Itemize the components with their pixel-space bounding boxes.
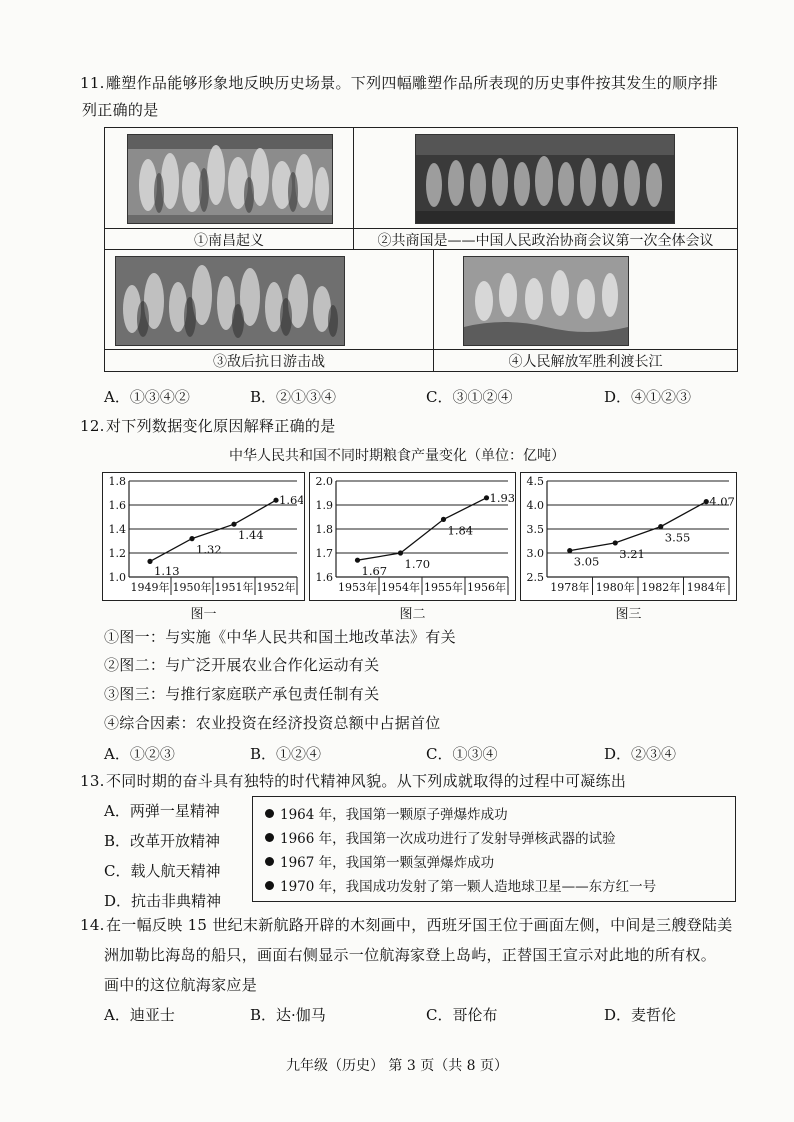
relief-image-guerrilla-warfare bbox=[115, 256, 345, 346]
achievement-text: 1967 年，我国第一颗氢弹爆炸成功 bbox=[280, 855, 495, 871]
x-tick-label: 1984年 bbox=[686, 581, 726, 594]
bullet-icon bbox=[265, 857, 274, 866]
data-label: 1.44 bbox=[238, 528, 264, 543]
data-point bbox=[658, 524, 663, 529]
data-point bbox=[189, 536, 194, 541]
achievement-item bbox=[265, 803, 508, 823]
caption-guerrilla-warfare: ③敌后抗日游击战 bbox=[213, 354, 325, 370]
y-tick-label: 1.4 bbox=[108, 523, 126, 536]
option-a[interactable]: A．两弹一星精神 bbox=[104, 802, 220, 820]
data-point bbox=[355, 558, 360, 563]
x-tick-label: 1950年 bbox=[172, 581, 212, 594]
achievement-item bbox=[265, 827, 616, 847]
data-label: 4.07 bbox=[709, 494, 735, 509]
data-label: 1.70 bbox=[404, 557, 431, 571]
option-b[interactable]: B．达·伽马 bbox=[250, 1006, 326, 1024]
y-tick-label: 1.9 bbox=[315, 499, 333, 512]
data-label: 1.84 bbox=[447, 523, 474, 538]
achievement-item bbox=[265, 851, 494, 871]
data-point bbox=[484, 495, 489, 500]
y-tick-label: 4.5 bbox=[526, 475, 544, 488]
option-d[interactable]: D．麦哲伦 bbox=[604, 1006, 677, 1024]
chart-1-plot bbox=[103, 473, 303, 599]
data-label: 1.64 bbox=[279, 493, 303, 508]
option-d[interactable]: D．②③④ bbox=[604, 745, 677, 763]
question-stem: 不同时期的奋斗具有独特的时代精神风貌。从下列成就取得的过程中可凝练出 bbox=[106, 772, 627, 790]
option-b[interactable]: B．②①③④ bbox=[250, 388, 337, 406]
y-tick-label: 3.5 bbox=[526, 523, 544, 536]
statement-4: ④综合因素：农业投资在经济投资总额中占据首位 bbox=[104, 714, 441, 732]
relief-image-nanchang-uprising bbox=[127, 134, 333, 224]
data-label: 3.55 bbox=[664, 530, 691, 545]
chart-2-plot bbox=[310, 473, 514, 599]
grid-divider bbox=[105, 228, 737, 229]
option-c[interactable]: C．哥伦布 bbox=[426, 1006, 498, 1024]
caption-crossing-yangtze: ④人民解放军胜利渡长江 bbox=[508, 354, 663, 370]
option-b[interactable]: B．①②④ bbox=[250, 745, 322, 763]
question-stem-continued: 列正确的是 bbox=[82, 101, 159, 119]
data-label: 1.67 bbox=[361, 564, 388, 578]
y-tick-label: 3.0 bbox=[526, 547, 544, 560]
sculpture-grid bbox=[104, 127, 738, 372]
data-label: 1.13 bbox=[154, 564, 180, 578]
data-label: 3.05 bbox=[573, 554, 600, 569]
y-tick-label: 1.6 bbox=[315, 571, 333, 584]
option-a[interactable]: A．①③④② bbox=[104, 388, 190, 406]
achievement-box bbox=[252, 796, 736, 902]
y-tick-label: 1.7 bbox=[315, 547, 333, 560]
x-tick-label: 1978年 bbox=[550, 581, 590, 594]
option-c[interactable]: C．③①②④ bbox=[426, 388, 513, 406]
x-tick-label: 1982年 bbox=[641, 581, 681, 594]
chart-1-title: 图一 bbox=[190, 607, 217, 622]
chart-1 bbox=[102, 472, 305, 601]
question-stem: 雕塑作品能够形象地反映历史场景。下列四幅雕塑作品所表现的历史事件按其发生的顺序排 bbox=[106, 74, 719, 92]
y-tick-label: 4.0 bbox=[526, 499, 544, 512]
data-point bbox=[147, 559, 152, 564]
x-tick-label: 1949年 bbox=[130, 581, 170, 594]
chart-2 bbox=[309, 472, 516, 601]
grid-divider bbox=[105, 349, 737, 350]
question-number: 12. bbox=[80, 417, 105, 435]
question-stem-continued: 画中的这位航海家应是 bbox=[104, 976, 258, 994]
chart-3 bbox=[520, 472, 737, 601]
statement-3: ③图三：与推行家庭联产承包责任制有关 bbox=[104, 685, 380, 703]
data-point bbox=[231, 522, 236, 527]
data-point bbox=[613, 540, 618, 545]
statement-1: ①图一：与实施《中华人民共和国土地改革法》有关 bbox=[104, 628, 456, 646]
x-tick-label: 1952年 bbox=[256, 581, 296, 594]
data-label: 1.93 bbox=[489, 490, 514, 505]
option-d[interactable]: D．④①②③ bbox=[604, 388, 692, 406]
data-label: 3.21 bbox=[619, 546, 645, 561]
data-point bbox=[398, 550, 403, 555]
question-stem: 在一幅反映 15 世纪末新航路开辟的木刻画中，西班牙国王位于画面左侧，中间是三艘登陆美 bbox=[106, 916, 733, 934]
question-number: 11. bbox=[80, 74, 105, 92]
x-tick-label: 1955年 bbox=[424, 581, 463, 594]
data-label: 1.32 bbox=[196, 542, 222, 557]
data-point bbox=[567, 548, 572, 553]
y-tick-label: 1.8 bbox=[315, 523, 333, 536]
data-point bbox=[704, 499, 709, 504]
page-footer: 九年级（历史） 第 3 页（共 8 页） bbox=[285, 1058, 509, 1074]
statement-2: ②图二：与广泛开展农业合作化运动有关 bbox=[104, 656, 380, 674]
relief-image-crossing-yangtze bbox=[463, 256, 629, 346]
chart-heading: 中华人民共和国不同时期粮食产量变化（单位：亿吨） bbox=[229, 448, 565, 464]
achievement-text: 1966 年，我国第一次成功进行了发射导弹核武器的试验 bbox=[280, 831, 616, 847]
question-stem: 对下列数据变化原因解释正确的是 bbox=[106, 417, 336, 435]
relief-image-cppcc-session bbox=[415, 134, 675, 224]
option-c[interactable]: C．载人航天精神 bbox=[104, 862, 221, 880]
y-tick-label: 1.8 bbox=[108, 475, 126, 488]
option-a[interactable]: A．①②③ bbox=[104, 745, 175, 763]
question-number: 13. bbox=[80, 772, 105, 790]
question-number: 14. bbox=[80, 916, 105, 934]
x-tick-label: 1956年 bbox=[467, 581, 506, 594]
bullet-icon bbox=[265, 809, 274, 818]
x-tick-label: 1951年 bbox=[214, 581, 254, 594]
option-a[interactable]: A．迪亚士 bbox=[104, 1006, 175, 1024]
y-tick-label: 1.2 bbox=[108, 547, 126, 560]
chart-3-plot bbox=[521, 473, 735, 599]
chart-3-title: 图三 bbox=[615, 607, 642, 622]
caption-cppcc-session: ②共商国是——中国人民政治协商会议第一次全体会议 bbox=[377, 233, 714, 249]
achievement-text: 1970 年，我国成功发射了第一颗人造地球卫星——东方红一号 bbox=[280, 879, 657, 895]
caption-nanchang-uprising: ①南昌起义 bbox=[194, 233, 264, 249]
x-tick-label: 1980年 bbox=[595, 581, 635, 594]
option-b[interactable]: B．改革开放精神 bbox=[104, 832, 221, 850]
chart-2-title: 图二 bbox=[399, 607, 426, 622]
bullet-icon bbox=[265, 881, 274, 890]
x-tick-label: 1954年 bbox=[381, 581, 420, 594]
achievement-text: 1964 年，我国第一颗原子弹爆炸成功 bbox=[280, 807, 508, 823]
bullet-icon bbox=[265, 833, 274, 842]
y-tick-label: 1.6 bbox=[108, 499, 126, 512]
option-c[interactable]: C．①③④ bbox=[426, 745, 498, 763]
y-tick-label: 2.5 bbox=[526, 571, 544, 584]
y-tick-label: 1.0 bbox=[108, 571, 126, 584]
achievement-item bbox=[265, 875, 656, 895]
y-tick-label: 2.0 bbox=[315, 475, 333, 488]
option-d[interactable]: D．抗击非典精神 bbox=[104, 892, 222, 910]
data-point bbox=[441, 517, 446, 522]
data-point bbox=[273, 498, 278, 503]
x-tick-label: 1953年 bbox=[338, 581, 377, 594]
question-stem-continued: 洲加勒比海岛的船只，画面右侧显示一位航海家登上岛屿，正替国王宣示对此地的所有权。 bbox=[104, 946, 717, 964]
